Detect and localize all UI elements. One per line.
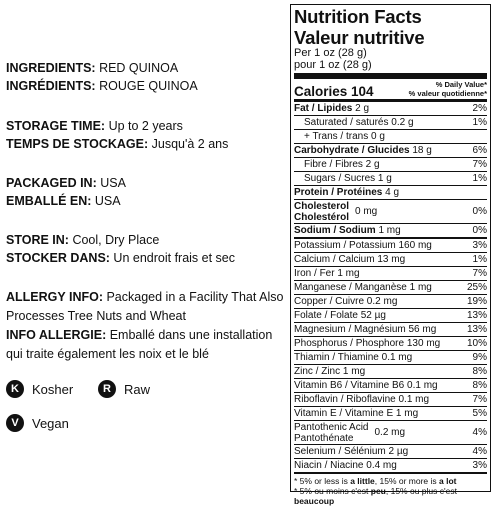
panel-title-fr: Valeur nutritive (294, 27, 425, 48)
fibre-row (294, 158, 487, 172)
ingredients-label: INGREDIENTS: (6, 61, 96, 75)
pantothenic-amount: 0.2 mg (374, 427, 406, 438)
storage-value: Up to 2 years (105, 119, 183, 133)
allergy-fr-value: Emballé dans une installation qui traite également les noix et le blé (6, 328, 273, 361)
vitamin-b6-dv: 8% (472, 379, 487, 391)
cholesterol-label-fr: Cholestérol (294, 211, 350, 223)
vitamin-e-row (294, 407, 487, 421)
niacin-label: Niacin / Niacine 0.4 mg (294, 459, 397, 471)
footnote-fr-bold-2: beaucoup (294, 496, 335, 506)
store-block (6, 231, 286, 267)
panel-title-en: Nutrition Facts (294, 6, 422, 27)
serving-size-en: Per 1 oz (28 g) (294, 47, 367, 59)
phosphorus-label: Phosphorus / Phosphore 130 mg (294, 337, 441, 349)
vegan-icon: V (6, 414, 24, 432)
divider-thick (294, 73, 487, 79)
store-fr-value: Un endroit frais et sec (109, 251, 236, 265)
zinc-row (294, 365, 487, 379)
footnote-en-bold-1: a little (350, 476, 375, 486)
thiamin-label: Thiamin / Thiamine 0.1 mg (294, 351, 413, 363)
riboflavin-dv: 7% (472, 393, 487, 405)
nutrition-facts-panel (290, 4, 491, 506)
vitamin-e-label: Vitamin E / Vitamine E 1 mg (294, 407, 419, 419)
footnote-en-text-1: * 5% or less is (294, 476, 351, 486)
magnesium-row (294, 323, 487, 337)
footnote-en-bold-2: a lot (439, 476, 457, 486)
zinc-dv: 8% (472, 365, 487, 377)
fat-dv: 2% (472, 102, 487, 114)
storage-block (6, 117, 286, 153)
storage-fr-label: TEMPS DE STOCKAGE: (6, 137, 149, 151)
raw-badge (98, 380, 150, 398)
footnote-fr-text-2: , 15% ou plus c'est (385, 486, 457, 496)
carb-row (294, 144, 487, 158)
potassium-label: Potassium / Potassium 160 mg (294, 239, 432, 251)
iron-label: Iron / Fer 1 mg (294, 267, 360, 279)
niacin-dv: 3% (472, 459, 487, 471)
footnote-fr-text-1: * 5% ou moins c'est (294, 486, 371, 496)
raw-label: Raw (124, 381, 151, 397)
storage-fr-value: Jusqu'à 2 ans (148, 137, 229, 151)
riboflavin-label: Riboflavin / Riboflavine 0.1 mg (294, 393, 430, 405)
sodium-dv: 0% (472, 224, 487, 236)
cholesterol-dv: 0% (472, 205, 487, 217)
fat-amount: 2 g (352, 102, 370, 114)
ingredients-value: RED QUINOA (95, 61, 179, 75)
store-fr-label: STOCKER DANS: (6, 251, 110, 265)
vitamin-e-dv: 5% (472, 407, 487, 419)
sugars-label: Sugars / Sucres 1 g (304, 172, 392, 184)
potassium-row (294, 239, 487, 253)
allergy-value: Packaged in a Facility That Also Processes Tree Nuts and Wheat (6, 290, 284, 323)
packaged-label: PACKAGED IN: (6, 176, 97, 190)
vegan-badge (6, 414, 69, 432)
store-label: STORE IN: (6, 233, 69, 247)
protein-label: Protein / Protéines (294, 186, 383, 198)
kosher-icon: K (6, 380, 24, 398)
vegan-label: Vegan (32, 415, 69, 431)
carb-dv: 6% (472, 144, 487, 156)
sodium-amount: 1 mg (375, 224, 401, 236)
magnesium-label: Magnesium / Magnésium 56 mg (294, 323, 437, 335)
allergy-fr-label: INFO ALLERGIE: (6, 328, 107, 342)
carb-amount: 18 g (409, 144, 432, 156)
footnote-en (294, 476, 487, 486)
protein-row (294, 186, 487, 200)
folate-dv: 13% (466, 309, 487, 321)
thiamin-dv: 9% (472, 351, 487, 363)
trans-row (294, 130, 487, 144)
store-value: Cool, Dry Place (68, 233, 160, 247)
packaged-value: USA (96, 176, 126, 190)
kosher-badge (6, 380, 73, 398)
fibre-label: Fibre / Fibres 2 g (304, 158, 380, 170)
cholesterol-amount: 0 mg (355, 206, 378, 217)
packaged-fr-label: EMBALLÉ EN: (6, 194, 92, 208)
niacin-row (294, 459, 487, 474)
daily-value-header (409, 80, 487, 98)
carb-label: Carbohydrate / Glucides (294, 144, 410, 156)
vitamin-b6-label: Vitamin B6 / Vitamine B6 0.1 mg (294, 379, 438, 391)
footnote-fr-bold-1: peu (370, 486, 386, 496)
ingredients-fr-label: INGRÉDIENTS: (6, 79, 96, 93)
certification-badges (6, 380, 276, 460)
selenium-dv: 4% (472, 445, 487, 457)
manganese-label: Manganese / Manganèse 1 mg (294, 281, 432, 293)
manganese-dv: 25% (466, 281, 487, 293)
calories: Calories 104 (294, 84, 374, 99)
phosphorus-row (294, 337, 487, 351)
pantothenic-dv: 4% (472, 426, 487, 438)
iron-dv: 7% (472, 267, 487, 279)
calcium-label: Calcium / Calcium 13 mg (294, 253, 406, 265)
serving-size-fr: pour 1 oz (28 g) (294, 59, 372, 71)
thiamin-row (294, 351, 487, 365)
footnote-en-text-2: , 15% or more is (374, 476, 440, 486)
saturated-label: Saturated / saturés 0.2 g (304, 116, 414, 128)
ingredients-block (6, 59, 286, 95)
dv-header-en: % Daily Value* (435, 80, 487, 89)
footnote (294, 474, 487, 506)
magnesium-dv: 13% (466, 323, 487, 335)
sugars-dv: 1% (472, 172, 487, 184)
kosher-label: Kosher (32, 381, 74, 397)
selenium-row (294, 445, 487, 459)
packaged-fr-value: USA (91, 194, 121, 208)
allergy-block (6, 288, 286, 364)
sugars-row (294, 172, 487, 186)
riboflavin-row (294, 393, 487, 407)
potassium-dv: 3% (472, 239, 487, 251)
folate-label: Folate / Folate 52 µg (294, 309, 386, 321)
copper-label: Copper / Cuivre 0.2 mg (294, 295, 398, 307)
protein-amount: 4 g (382, 186, 400, 198)
saturated-dv: 1% (472, 116, 487, 128)
phosphorus-dv: 10% (466, 337, 487, 349)
folate-row (294, 309, 487, 323)
sodium-label: Sodium / Sodium (294, 224, 376, 236)
cholesterol-row (294, 200, 487, 224)
dv-header-fr: % valeur quotidienne* (408, 89, 487, 98)
packaged-block (6, 174, 286, 210)
allergy-label: ALLERGY INFO: (6, 290, 103, 304)
footnote-fr (294, 486, 487, 506)
calcium-row (294, 253, 487, 267)
sodium-row (294, 224, 487, 239)
vitamin-b6-row (294, 379, 487, 393)
pantothenic-row (294, 421, 487, 445)
fat-row (294, 102, 487, 116)
calories-row (294, 80, 487, 102)
manganese-row (294, 281, 487, 295)
raw-icon: R (98, 380, 116, 398)
trans-label: + Trans / trans 0 g (304, 130, 385, 142)
zinc-label: Zinc / Zinc 1 mg (294, 365, 366, 377)
pantothenic-label-fr: Pantothénate (294, 432, 354, 444)
copper-dv: 19% (466, 295, 487, 307)
iron-row (294, 267, 487, 281)
cholesterol-label-en: Cholesterol (294, 200, 350, 212)
storage-label: STORAGE TIME: (6, 119, 106, 133)
fat-label: Fat / Lipides (294, 102, 353, 114)
pantothenic-label-en: Pantothenic Acid (294, 421, 369, 433)
ingredients-fr-value: ROUGE QUINOA (95, 79, 198, 93)
copper-row (294, 295, 487, 309)
saturated-row (294, 116, 487, 130)
selenium-label: Selenium / Sélénium 2 µg (294, 445, 409, 457)
fibre-dv: 7% (472, 158, 487, 170)
calcium-dv: 1% (472, 253, 487, 265)
